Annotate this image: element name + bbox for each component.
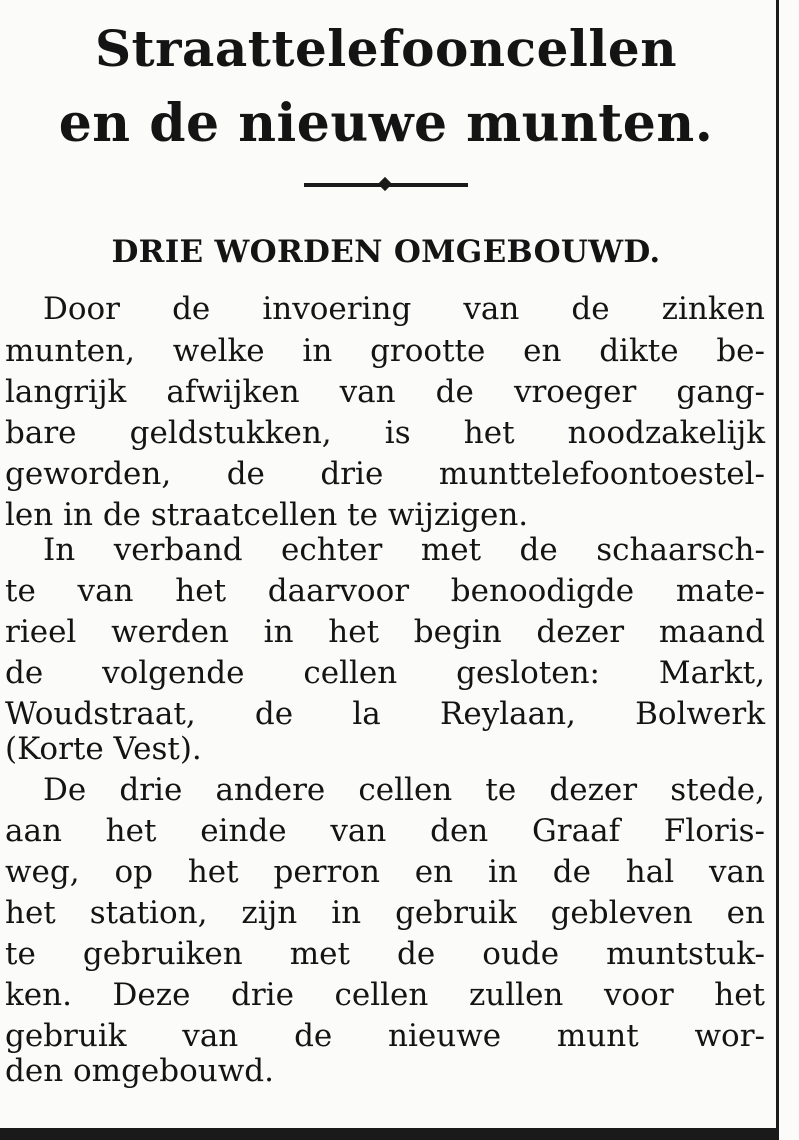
column-rule: [776, 0, 779, 1140]
body-line: te van het daarvoor benoodigde mate-: [5, 573, 765, 609]
body-line: aan het einde van den Graaf Floris-: [5, 813, 765, 849]
body-line: gebruik van de nieuwe munt wor-: [5, 1018, 765, 1054]
body-line: den omgebouwd.: [5, 1053, 274, 1089]
divider-ornament: [378, 177, 392, 191]
bottom-rule: [0, 1128, 776, 1140]
body-line: rieel werden in het begin dezer maand: [5, 614, 765, 650]
body-line: weg, op het perron en in de hal van: [5, 854, 765, 890]
body-line: Woudstraat, de la Reylaan, Bolwerk: [5, 696, 765, 732]
subheading: DRIE WORDEN OMGEBOUWD.: [111, 234, 661, 270]
body-line: munten, welke in grootte en dikte be-: [5, 333, 765, 369]
body-line: te gebruiken met de oude muntstuk-: [5, 936, 765, 972]
headline-line-1: Straattelefooncellen: [94, 19, 678, 78]
body-line: De drie andere cellen te dezer stede,: [43, 772, 765, 808]
body-line: len in de straatcellen te wijzigen.: [5, 497, 529, 533]
body-line: ken. Deze drie cellen zullen voor het: [5, 977, 765, 1013]
headline-line-2: en de nieuwe munten.: [58, 93, 714, 154]
body-line: bare geldstukken, is het noodzakelijk: [5, 415, 765, 451]
body-line: (Korte Vest).: [5, 731, 202, 767]
body-line: Door de invoering van de zinken: [43, 291, 765, 327]
body-line: geworden, de drie munttelefoontoestel-: [5, 456, 765, 492]
body-line: langrijk afwijken van de vroeger gang-: [5, 374, 765, 410]
body-line: In verband echter met de schaarsch-: [43, 532, 765, 568]
body-line: de volgende cellen gesloten: Markt,: [5, 655, 765, 691]
body-line: het station, zijn in gebruik gebleven en: [5, 895, 765, 931]
